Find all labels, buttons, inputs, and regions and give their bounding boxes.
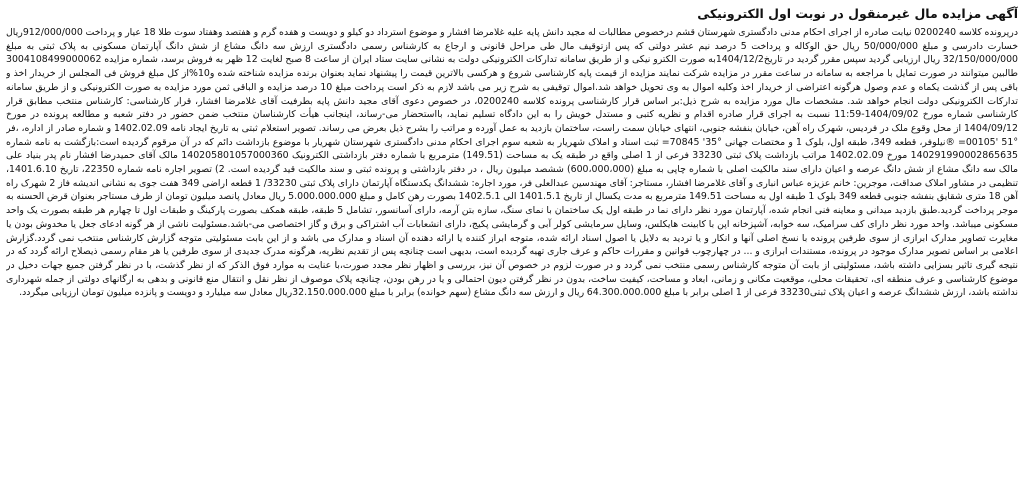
notice-paragraph-3: الذکر که از نظر گذشت، با در نظر گرفتن جمیع جهات دخیل در موضوع کارشناسی و عرف منطقه [6,259,1018,285]
notice-paragraph-1: درپرونده کلاسه 0200240 نیابت صادره از اجرای احکام مدنی دادگستری شهرستان قشم درخصوص مطالبات له مجید دانش پایه علیه غلامرضا افشار و موضوع استرداد دو کیلو و دویست و هفده گرم و هفتصد وهفتاد سوت طلا 18 عیار و پرداخت 912/000/000ریال خسارت دادرسی و مبلغ 50/000/000 ریال حق الوکاله و پرداخت 5 درصد نیم عشر دولتی که پس ازتوقیف مال طی مراحل قانونی و ارجاع به کارشناس رسمی دادگستری ارزش سه دانگ مشاع از شش دانگ آپارتمان مسکونی به پلاک ثبتی به مبلغ 32/150/000/000 ریال ارزیابی گردید سپس مقرر گردید در تاریخ1404/12/2به صورت الکترو نیکی و از طریق سامانه تدارکات الکترونیکی دولت به نشانی سایت ستاد ایران از ساعت 8 صبح لغایت 12 ظهر به فروش برسد، شماره مزایده 3004108499000062 طالبین میتوانند در صورت تمایل با مراجعه به سامانه در ساعت مقرر در مزایده شرکت نمایند مزایده از قیمت پایه کارشناسی شروع و هرکسی بالاترین قیمت را پیشنهاد نماید بعنوان برنده مزایده شناخته شده و10%از کل مبلغ فروش فی المجلس از خریدار اخذ و باقی پس از گذشت یکماه و عدم وصول هرگونه اعتراضی از خریدار اخذ وکلیه اموال به وی تحویل خواهد شد.اموال توقیفی به شرح زیر می باشد لازم به ذکر است پرداخت مبلغ 10 درصد مزایده و الباقی ثمن مورد مزایده به صورت الکترونیکی و از طریق سامانه تدارکات الکترونیکی دولت انجام خواهد شد. مشخصات مال مورد مزایده به شرح ذیل:بر اساس قرار کارشناسی پرونده کلاسه 0200240، در خصوص دعوی آقای مجید دانش پایه بطرفیت آقای غلامرضا افشار، قرار کارشناسی: کارشناس منتخب مطابق قرار کارشناسی شماره مورخ 1404/09/02-11:59 نسبت به اجرای قرار صادره اقدام و نظریه کتبی و مستدل خویش را به این دادگاه تسلیم نماید، بااستحضار می-رساند، اینجانب هیأت کارشناسان منتخب ضمن حضور در دفتر شعبه و مطالعه پرونده در مورخ 1404/09/12 از محل وقوع ملک در فردیس، شهرک راه آهن، خیابان بنفشه جنوبی، انتهای خیابان سمت راست، ساختمان بازدید به عمل آورده و مراتب را بشرح ذیل بعرض می رساند. تصویر استعلام ثبتی به تاریخ ایجاد نامه 1402.02.09 و شماره صادر از اداره، ،فر °51 '00105= ®نیلوفر، قطعه 349، طبقه اول، بلوک 1 و مختصات جهانی °35' 70845= ثبت اسناد و املاک شهریار به شعبه سوم اجرای احکام مدنی دادگستری شهرستان شهریار با موضوع بازداشت دائم که در آن مرقوم گردیده است:بازگشت به نامه شماره 140291990002865635 مورخ 1402.02.09 مراتب بازداشت پلاک ثبتی 33230 فرعی از 1 اصلی واقع در طبقه یک به مساحت (149.51) مترمربع با شماره دفتر بازداشتی الکترونیک 140205801057000360 مالک آقای حمیدرضا افشار نام پدر بنیاد علی مالک سه دانگ مشاع از شش دانگ عرصه و اعیان دارای سند مالکیت اصلی با شماره چاپی به مبلغ (600،000،000) ششصد میلیون ریال ، در دفتر بازداشتی و پرونده ثبتی و سند مالکیت قید گردیده است. 2) تصویر اجاره نامه شماره 22350، تاریخ 1401.6.10، تنظیمی در مشاور املاک صداقت، موجرین: خانم عزیزه عباس انباری و آقای غلامرضا افشار، مستاجر: آقای مهندسین عبدالعلی فر، مورد اجاره: ششدانگ یکدستگاه آپارتمان دارای پلاک ثبتی 33230/ 1 قطعه اراضی 349 هفت جوی به نشانی اندیشه فاز 2 شهرک راه آهن 18 متری شقایق بنفشه جنوبی قطعه 349 بلوک 1 طبقه اول به مساحت 149.51 مترمربع به مدت یکسال از تاریخ 1401.5.1 الی 1402.5.1 بصورت رهن کامل و مبلغ 5.000.000.000 ریال معادل پانصد میلیون تومان از طرف مستاجر بعنوان قرض الحسنه به موجر پرداخت گردید.طبق بازدید میدانی و معاینه فنی انجام شده، آپارتمان مورد نظر دارای نما در طبقه اول یک ساختمان با نمای سنگ، سازه بتن آرمه، دارای آسانسور، تشامل 5 طبقه، طبقه همکف بصورت پارکینگ و طبقات اول تا چهارم هر طبقه بصورت یک واحد مسکونی میباشد. واحد مورد نظر دارای کف سرامیک، سه خوابه، آشپزخانه اپن با کابینت هایکلس، وسایل سرمایشی کولر آبی و گرمایشی پکیج، دارای انشعابات آب اشتراکی و برق و گاز اختصاصی می-باشد.مسئولیت ناشی از هر گونه ادعای جعل یا مخدوش بودن یا مغایرت تصاویر مدارک ابرازی از سوی طرفین پرونده با نسخ اصلی آنها و انکار و یا تردید به دلایل یا اصول اسناد ارائه شده، متوجه ابراز کننده یا ارائه دهنده آن اسناد و مدارک می باشد و از این بابت مسئولیتی متوجه گزارش کارشناس منتخب نمی [6,27,1018,244]
notice-paragraph-4: ای، تحقیقات محلی، موقعیت مکانی و زمانی، ابعاد و مساحت، کیفیت ساخت، بدون در نظر گرفتن دیون احتمالی و یا در رهن بودن، چنانچه پلاک موصوف از نظر نقل و انتقال منع قانونی و بدهی به ارگانهای دولتی از جمله شهرداری نداشته باشد، ارزش ششدانگ عرصه و اعیان پلاک ثبتی33230 فرعی از 1 اصلی برابر با مبلغ 64.300.000.000 ریال و ارزش سه دانگ مشاع (سهم خوانده) برابر با مبلغ 32.150.000.000ریال معادل سه میلیارد و دویست و پانزده میلیون تومان ارزیابی میگردد. [6,273,1018,299]
notice-body [6,26,1018,300]
auction-notice [6,4,1018,476]
notice-paragraph-2: گردد.گزارش اعلامی بر اساس تصویر مدارک موجود در پرونده، مستندات ابرازی و ... در چهارچوب قوانین و مقررات حاکم و عرف جاری تهیه گردیده است، بدیهی است چنانچه پس از تقدیم نظریه، هرگونه مدرک جدیدی از سوی طرفین یا هر مقام رسمی ذیصلاح ارائه گردد که در نتیجه گیری تاثیر بسزایی داشته باشد، مسئولیتی از بابت آن متوجه کارشناس رسمی منتخب نمی گردد و در صورت لزوم در خصوص آن نیز، بررسی و اظهار نظر مجدد صورت،با عنایت به موارد فوق [6,232,1018,271]
notice-title: آگهی مزایده مال غیرمنقول در نوبت اول الکترونیکی [697,6,1018,21]
